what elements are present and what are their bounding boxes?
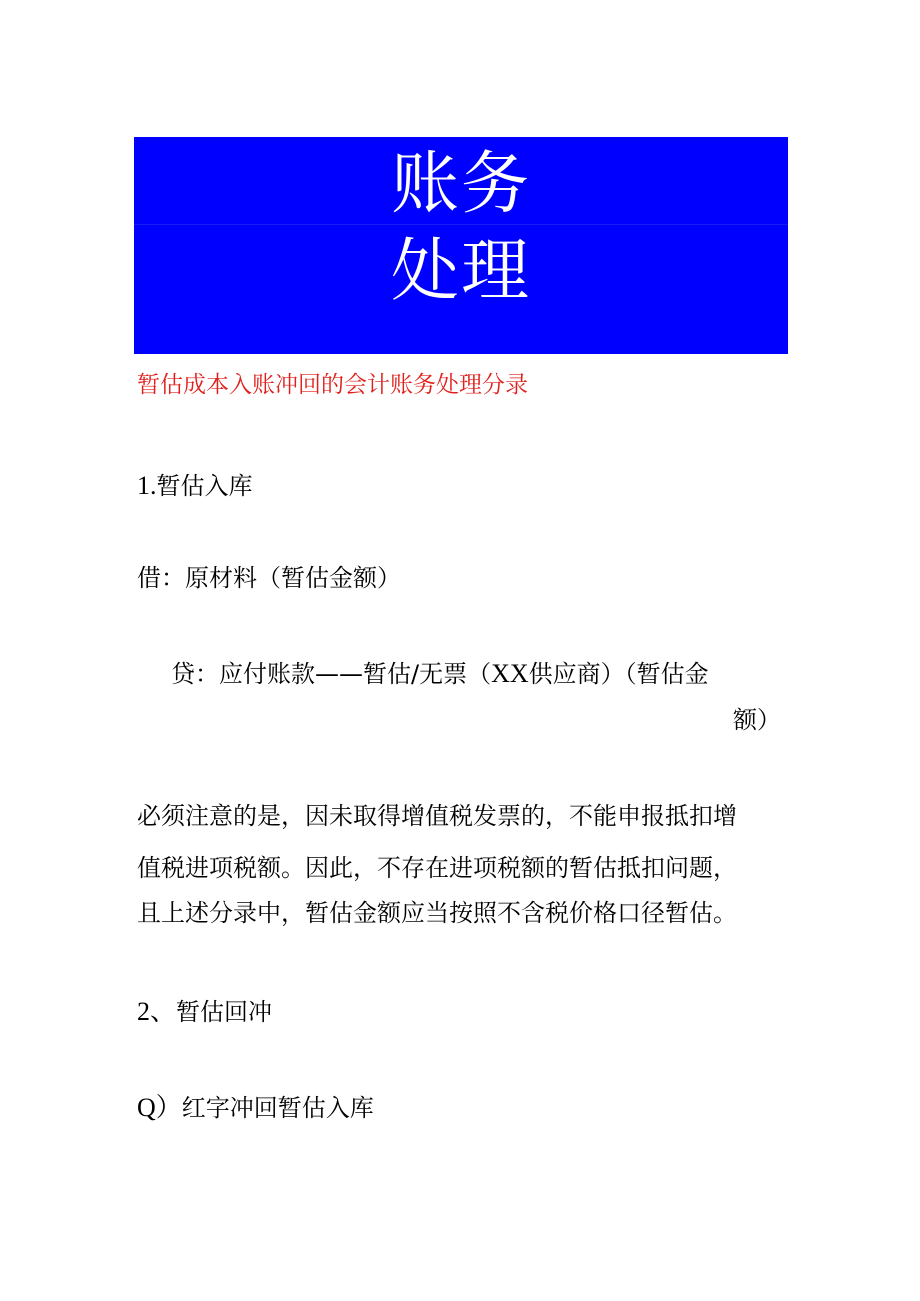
credit-entry-line-2: 额） (733, 706, 781, 734)
document-subtitle: 暂估成本入账冲回的会计账务处理分录 (137, 372, 528, 398)
credit-entry-part-a: 贷：应付账款——暂估/无票（ (171, 660, 492, 688)
note-line-1: 必须注意的是，因未取得增值税发票的，不能申报抵扣增 (137, 802, 737, 830)
section-1-heading (137, 470, 253, 502)
section-2-heading (137, 996, 272, 1028)
credit-entry-part-c: 供应商）（暂估金 (528, 660, 709, 688)
banner-title-line-1: 账务 (390, 145, 531, 224)
note-line-2: 值税进项税额。因此，不存在进项税额的暂估抵扣问题， (137, 854, 737, 882)
section-1-number: 1. (137, 471, 157, 500)
section-1-title: 暂估入库 (156, 472, 253, 500)
subsection-q-label: Q） (137, 1093, 182, 1122)
credit-entry-supplier-code: XX (491, 659, 529, 688)
section-2-number: 2、 (137, 997, 177, 1026)
debit-entry: 借：原材料（暂估金额） (137, 564, 401, 592)
subsection-q-heading (137, 1092, 374, 1124)
subsection-q-title: 红字冲回暂估入库 (181, 1094, 374, 1122)
section-2-title: 暂估回冲 (176, 998, 273, 1026)
note-line-3: 且上述分录中，暂估金额应当按照不含税价格口径暂估。 (137, 899, 737, 927)
credit-entry-line-1 (171, 658, 709, 690)
banner-title-line-2: 处理 (390, 232, 531, 311)
